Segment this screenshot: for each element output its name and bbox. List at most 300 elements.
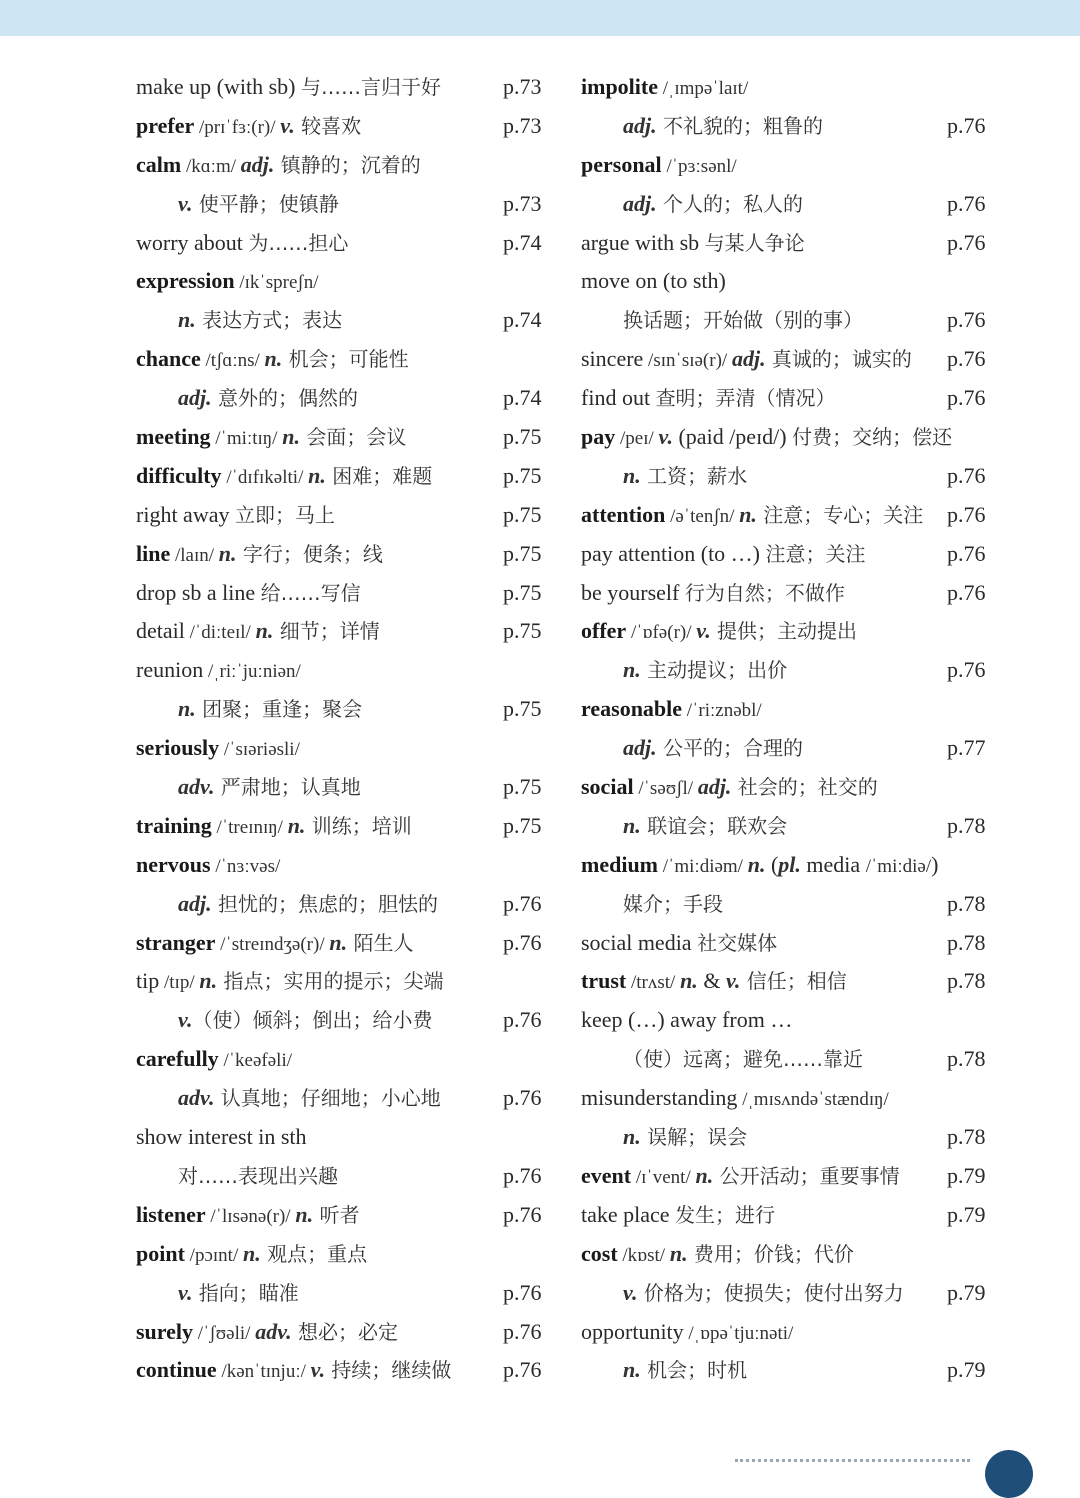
definition: 陌生人 [347, 930, 414, 955]
headword: personal [581, 151, 662, 177]
vocab-column-right [581, 68, 1001, 1390]
vocab-entry-row [581, 690, 1001, 729]
page-reference: p.76 [947, 579, 986, 605]
phonetic: /ˌɪmpəˈlaɪt/ [658, 78, 749, 99]
entry-text [581, 262, 726, 301]
entry-text [136, 807, 412, 848]
part-of-speech: n. [199, 968, 218, 994]
part-of-speech: n. [308, 462, 326, 488]
entry-text [581, 846, 938, 887]
part-of-speech: n. [218, 540, 237, 566]
part-of-speech: v. [310, 1357, 326, 1383]
entry-text [581, 301, 863, 340]
definition: 给……写信 [260, 580, 361, 605]
vocab-entry-row [136, 574, 556, 613]
entry-text [581, 185, 803, 224]
part-of-speech: v. [658, 424, 673, 450]
part-of-speech: n. [623, 812, 641, 838]
headword: nervous [136, 851, 211, 877]
definition: 团聚；重逢；聚会 [195, 697, 363, 722]
page-reference: p.74 [503, 307, 542, 333]
definition: 细节；详情 [273, 619, 380, 644]
headword: point [136, 1240, 185, 1266]
definition: 机会；时机 [640, 1358, 748, 1383]
definition: 字行；便条；线 [236, 541, 383, 566]
page-reference: p.76 [947, 501, 986, 527]
part-of-speech: n. [695, 1162, 714, 1188]
entry-text [581, 1235, 854, 1276]
headword: event [581, 1162, 632, 1188]
phonetic: /kɑːm/ [181, 155, 241, 177]
page-reference: p.79 [947, 1279, 986, 1305]
entry-text [136, 496, 335, 535]
vocab-entry-row [136, 340, 556, 379]
part-of-speech: adv. [178, 774, 215, 800]
phonetic: /tʃɑːns/ [200, 350, 265, 372]
vocab-entry-row [581, 1157, 1001, 1196]
vocab-entry-row [581, 379, 1001, 418]
definition: 训练；培训 [305, 813, 412, 838]
headword: expression [136, 268, 235, 294]
part-of-speech: n. [264, 346, 283, 372]
phonetic: /pɔɪnt/ [184, 1244, 243, 1266]
part-of-speech: n. [178, 307, 196, 333]
page-reference: p.76 [947, 385, 986, 411]
part-of-speech: n. [178, 696, 196, 722]
vocab-entry-row [136, 1313, 556, 1352]
entry-text [581, 418, 952, 459]
phonetic: /ɪˈvent/ [631, 1166, 696, 1188]
part-of-speech: adj. [178, 890, 212, 916]
vocab-entry-row [136, 690, 556, 729]
phrase-text: keep (…) away from … [581, 1007, 793, 1033]
page-reference: p.76 [947, 657, 986, 683]
entry-text [136, 729, 300, 770]
vocab-entry-row [136, 768, 556, 807]
entry-text [581, 1196, 775, 1235]
vocab-entry-row [581, 224, 1001, 263]
part-of-speech: n. [669, 1240, 688, 1266]
definition: 意外的；偶然的 [211, 386, 358, 411]
page-reference: p.75 [503, 696, 542, 722]
page-reference: p.76 [503, 929, 542, 955]
vocab-entry-row [581, 68, 1001, 107]
vocab-entry-row [136, 418, 556, 457]
headword: offer [581, 618, 627, 644]
definition: 指向；瞄准 [192, 1280, 299, 1305]
entry-text [136, 340, 409, 381]
entry-text [581, 1079, 889, 1120]
phonetic: /prɪˈfɜː(r)/ [194, 116, 281, 138]
page-reference: p.75 [503, 618, 542, 644]
vocab-entry-row [581, 924, 1001, 963]
vocab-entry-row [136, 924, 556, 963]
definition: 付费；交纳；偿还 [792, 425, 953, 450]
entry-text [136, 924, 413, 965]
phrase-text: social media [581, 929, 698, 955]
phonetic: /ˈɒfə(r)/ [626, 622, 697, 644]
definition: 困难；难题 [325, 463, 433, 488]
page-reference: p.78 [947, 929, 986, 955]
headword: social [581, 774, 634, 800]
phonetic: /ˌmɪsʌndəˈstændɪŋ/ [737, 1089, 889, 1111]
page-reference: p.76 [503, 1162, 542, 1188]
entry-text [136, 651, 301, 692]
headword: medium [581, 851, 658, 877]
definition: 联谊会；联欢会 [640, 813, 788, 838]
phrase-text: sincere [581, 346, 644, 372]
vocab-entry-row [581, 496, 1001, 535]
headword: pay [581, 424, 616, 450]
phonetic: /ˈdɪfɪkəlti/ [221, 466, 309, 488]
headword: line [136, 540, 171, 566]
part-of-speech: n. [242, 1240, 261, 1266]
vocab-entry-row [581, 185, 1001, 224]
vocab-entry-row [581, 885, 1001, 924]
vocab-entry-row [136, 1235, 556, 1274]
definition: （使）远离；避免……靠近 [623, 1047, 863, 1072]
part-of-speech: adj. [623, 190, 657, 216]
entry-text [581, 924, 777, 963]
phrase-text: find out [581, 385, 656, 411]
definition: 发生；进行 [675, 1202, 776, 1227]
vocab-entry-row [136, 224, 556, 263]
phrase-text: argue with sb [581, 229, 705, 255]
entry-text [581, 1351, 747, 1390]
page-reference: p.76 [947, 540, 986, 566]
part-of-speech: adj. [697, 774, 732, 800]
entry-text [136, 262, 319, 303]
headword: carefully [136, 1046, 219, 1072]
page-reference: p.74 [503, 385, 542, 411]
vocab-entry-row [136, 1118, 556, 1157]
page-reference: p.76 [503, 1318, 542, 1344]
page-reference: p.76 [947, 462, 986, 488]
vocab-entry-row [581, 807, 1001, 846]
vocab-entry-row [136, 612, 556, 651]
vocab-entry-row [581, 612, 1001, 651]
definition: 听者 [313, 1202, 360, 1227]
vocab-entry-row [581, 962, 1001, 1001]
definition: （使）倾斜；倒出；给小费 [192, 1008, 433, 1033]
vocab-entry-row [581, 340, 1001, 379]
vocab-entry-row [581, 1040, 1001, 1079]
phonetic: /ˈnɜːvəs/ [210, 855, 281, 877]
part-of-speech: n. [623, 657, 641, 683]
definition: 行为自然；不做作 [684, 580, 845, 605]
page-reference: p.78 [947, 812, 986, 838]
phrase-text: move on (to sth) [581, 268, 726, 294]
headword: surely [136, 1318, 194, 1344]
entry-text [136, 1235, 367, 1276]
page-reference: p.78 [947, 1124, 986, 1150]
vocab-entry-row [581, 1351, 1001, 1390]
entry-text [581, 807, 787, 846]
vocab-entry-row [136, 457, 556, 496]
page-reference: p.75 [503, 579, 542, 605]
phrase-text: tip [136, 968, 160, 994]
entry-text [581, 1313, 793, 1354]
phonetic: /əˈtenʃn/ [665, 505, 740, 527]
entry-text [581, 1001, 792, 1040]
definition: 与某人争论 [704, 230, 805, 255]
entry-text [581, 1157, 900, 1198]
part-of-speech: adv. [178, 1085, 215, 1111]
headword: impolite [581, 74, 658, 99]
entry-text [581, 690, 762, 731]
page-reference: p.76 [503, 1201, 542, 1227]
part-of-speech: v. [280, 112, 295, 138]
definition: 表达方式；表达 [195, 308, 343, 333]
headword: calm [136, 151, 182, 177]
phrase-text: & [697, 968, 726, 994]
page-reference: p.79 [947, 1357, 986, 1383]
entry-text [136, 68, 441, 107]
vocab-entry-row [136, 262, 556, 301]
definition: 注意；关注 [765, 541, 866, 566]
entry-text [136, 962, 443, 1003]
part-of-speech: n. [623, 462, 641, 488]
entry-text [581, 146, 737, 187]
entry-text [136, 224, 348, 263]
phrase-text: be yourself [581, 579, 685, 605]
page-reference: p.73 [503, 112, 542, 138]
phonetic: /ˈmiːtɪŋ/ [210, 428, 283, 450]
vocab-entry-row [136, 379, 556, 418]
page-reference: p.76 [947, 112, 986, 138]
definition: 立即；马上 [234, 502, 335, 527]
part-of-speech: n. [623, 1124, 641, 1150]
vocab-entry-row [581, 535, 1001, 574]
part-of-speech: pl. [778, 851, 801, 877]
definition: 与……言归于好 [300, 75, 441, 99]
definition: 公平的；合理的 [656, 736, 803, 761]
part-of-speech: n. [623, 1357, 641, 1383]
phrase-text: drop sb a line [136, 579, 261, 605]
entry-text [136, 535, 383, 576]
entry-text [136, 768, 361, 807]
phonetic: /ˈpɜːsənl/ [661, 155, 737, 177]
part-of-speech: adj. [623, 112, 657, 138]
page-reference: p.75 [503, 812, 542, 838]
vocab-entry-row [136, 185, 556, 224]
phrase-text: ) [931, 851, 939, 877]
vocab-entry-row [581, 768, 1001, 807]
headword: reasonable [581, 696, 683, 722]
phrase-text: make up (with sb) [136, 74, 301, 99]
definition: 为……担心 [248, 230, 349, 255]
definition: 价格为；使损失；使付出努力 [637, 1280, 904, 1305]
page-reference: p.74 [503, 229, 542, 255]
definition: 使平静；使镇静 [192, 191, 339, 216]
definition: 提供；主动提出 [710, 619, 858, 644]
headword: meeting [136, 424, 211, 450]
vocab-entry-row [581, 301, 1001, 340]
phrase-text: ( [765, 851, 779, 877]
definition: 注意；专心；关注 [756, 502, 924, 527]
entry-text [136, 1001, 432, 1040]
vocab-entry-row [581, 1313, 1001, 1352]
entry-text [136, 1157, 338, 1196]
vocab-entry-row [581, 1079, 1001, 1118]
entry-text [136, 1118, 307, 1157]
part-of-speech: n. [747, 851, 766, 877]
page-reference: p.75 [503, 424, 542, 450]
entry-text [136, 690, 362, 729]
definition: 会面；会议 [299, 425, 407, 450]
entry-text [581, 1118, 747, 1157]
definition: 不礼貌的；粗鲁的 [656, 113, 823, 138]
definition: 社会的；社交的 [731, 775, 878, 800]
phrase-text: right away [136, 501, 235, 527]
phrase-text: worry about [136, 229, 249, 255]
definition: 费用；价钱；代价 [687, 1241, 854, 1266]
vocab-entry-row [581, 107, 1001, 146]
definition: 担忧的；焦虑的；胆怯的 [211, 891, 438, 916]
phrase-text: opportunity [581, 1318, 684, 1344]
phrase-text: misunderstanding [581, 1085, 738, 1111]
vocab-entry-row [136, 1274, 556, 1313]
vocab-entry-row [136, 1001, 556, 1040]
phrase-text: pay attention (to …) [581, 540, 766, 566]
part-of-speech: n. [329, 929, 348, 955]
definition: 观点；重点 [260, 1241, 368, 1266]
page-reference: p.78 [947, 1046, 986, 1072]
entry-text [581, 768, 878, 809]
page-reference: p.77 [947, 735, 986, 761]
headword: attention [581, 501, 666, 527]
definition: 真诚的；诚实的 [765, 347, 912, 372]
vocab-entry-row [581, 262, 1001, 301]
entry-text [136, 574, 361, 613]
phonetic: /peɪ/ [615, 428, 659, 450]
page-reference: p.76 [947, 190, 986, 216]
entry-text [136, 612, 380, 653]
vocab-column-left [136, 68, 556, 1390]
definition: 个人的；私人的 [656, 191, 803, 216]
vocab-entry-row [136, 1196, 556, 1235]
part-of-speech: v. [178, 1007, 193, 1033]
definition: 媒介；手段 [623, 891, 723, 916]
vocab-entry-row [581, 651, 1001, 690]
vocab-entry-row [581, 729, 1001, 768]
page-reference: p.76 [947, 346, 986, 372]
definition: 认真地；仔细地；小心地 [214, 1086, 441, 1111]
phonetic: /trʌst/ [626, 972, 681, 994]
part-of-speech: adj. [623, 735, 657, 761]
part-of-speech: adv. [255, 1318, 292, 1344]
part-of-speech: n. [295, 1201, 314, 1227]
definition: 指点；实用的提示；尖端 [217, 969, 444, 994]
entry-text [581, 457, 747, 496]
phonetic: /ˈstreɪndʒə(r)/ [215, 933, 330, 955]
vocab-entry-row [581, 146, 1001, 185]
definition: 严肃地；认真地 [214, 775, 361, 800]
page-reference: p.76 [503, 1357, 542, 1383]
phonetic: /laɪn/ [170, 544, 219, 566]
page-reference: p.75 [503, 540, 542, 566]
entry-text [581, 68, 748, 109]
headword: seriously [136, 735, 220, 761]
entry-text [136, 107, 361, 148]
definition: 镇静的；沉着的 [274, 152, 421, 177]
definition: 想必；必定 [291, 1319, 398, 1344]
entry-text [581, 1274, 904, 1313]
vocab-entry-row [136, 846, 556, 885]
vocab-entry-row [136, 962, 556, 1001]
part-of-speech: adj. [178, 385, 212, 411]
headword: trust [581, 968, 627, 994]
phonetic: /ˈlɪsənə(r)/ [205, 1205, 296, 1227]
definition: 对……表现出兴趣 [178, 1163, 338, 1188]
headword: difficulty [136, 462, 222, 488]
phonetic: /ˈʃʊəli/ [193, 1322, 256, 1344]
entry-text [581, 340, 912, 381]
phonetic: /ˈtreɪnɪŋ/ [211, 816, 288, 838]
vocab-entry-row [581, 1001, 1001, 1040]
entry-text [136, 1040, 292, 1081]
vocab-entry-row [136, 729, 556, 768]
vocab-entry-row [581, 1274, 1001, 1313]
entry-text [136, 185, 339, 224]
entry-text [581, 535, 866, 574]
headword: prefer [136, 112, 195, 138]
page-reference: p.79 [947, 1201, 986, 1227]
phonetic: /sɪnˈsɪə(r)/ [643, 350, 732, 372]
part-of-speech: v. [178, 1279, 193, 1305]
vocab-entry-row [136, 301, 556, 340]
phonetic: /ˈdiːteɪl/ [184, 622, 256, 644]
page-reference: p.75 [503, 774, 542, 800]
entry-text [136, 418, 406, 459]
page-reference: p.73 [503, 190, 542, 216]
vocab-entry-row [581, 1235, 1001, 1274]
page-corner-circle [985, 1450, 1033, 1498]
entry-text [581, 1040, 863, 1079]
entry-text [581, 496, 923, 537]
part-of-speech: v. [623, 1279, 638, 1305]
entry-text [136, 457, 432, 498]
headword: listener [136, 1201, 206, 1227]
vocab-entry-row [136, 651, 556, 690]
entry-text [136, 1313, 398, 1354]
phrase-text: show interest in sth [136, 1124, 307, 1150]
vocab-entry-row [136, 807, 556, 846]
headword: continue [136, 1357, 217, 1383]
entry-text [581, 651, 787, 690]
page-reference: p.76 [503, 1007, 542, 1033]
vocab-entry-row [581, 457, 1001, 496]
part-of-speech: adj. [240, 151, 275, 177]
part-of-speech: v. [725, 968, 741, 994]
entry-text [581, 107, 823, 146]
vocab-entry-row [581, 574, 1001, 613]
entry-text [136, 846, 280, 887]
phonetic: /ˌɒpəˈtjuːnəti/ [683, 1322, 794, 1344]
phonetic: /ˌriːˈjuːniən/ [203, 661, 301, 683]
page-reference: p.76 [947, 307, 986, 333]
vocab-entry-row [136, 146, 556, 185]
definition: 查明；弄清（情况） [655, 386, 836, 411]
entry-text [581, 612, 857, 653]
page-reference: p.76 [503, 890, 542, 916]
page-reference: p.76 [503, 1085, 542, 1111]
phrase-text: detail [136, 618, 185, 644]
top-header-band [0, 0, 1080, 36]
headword: chance [136, 346, 201, 372]
headword: training [136, 812, 212, 838]
part-of-speech: adj. [731, 346, 766, 372]
